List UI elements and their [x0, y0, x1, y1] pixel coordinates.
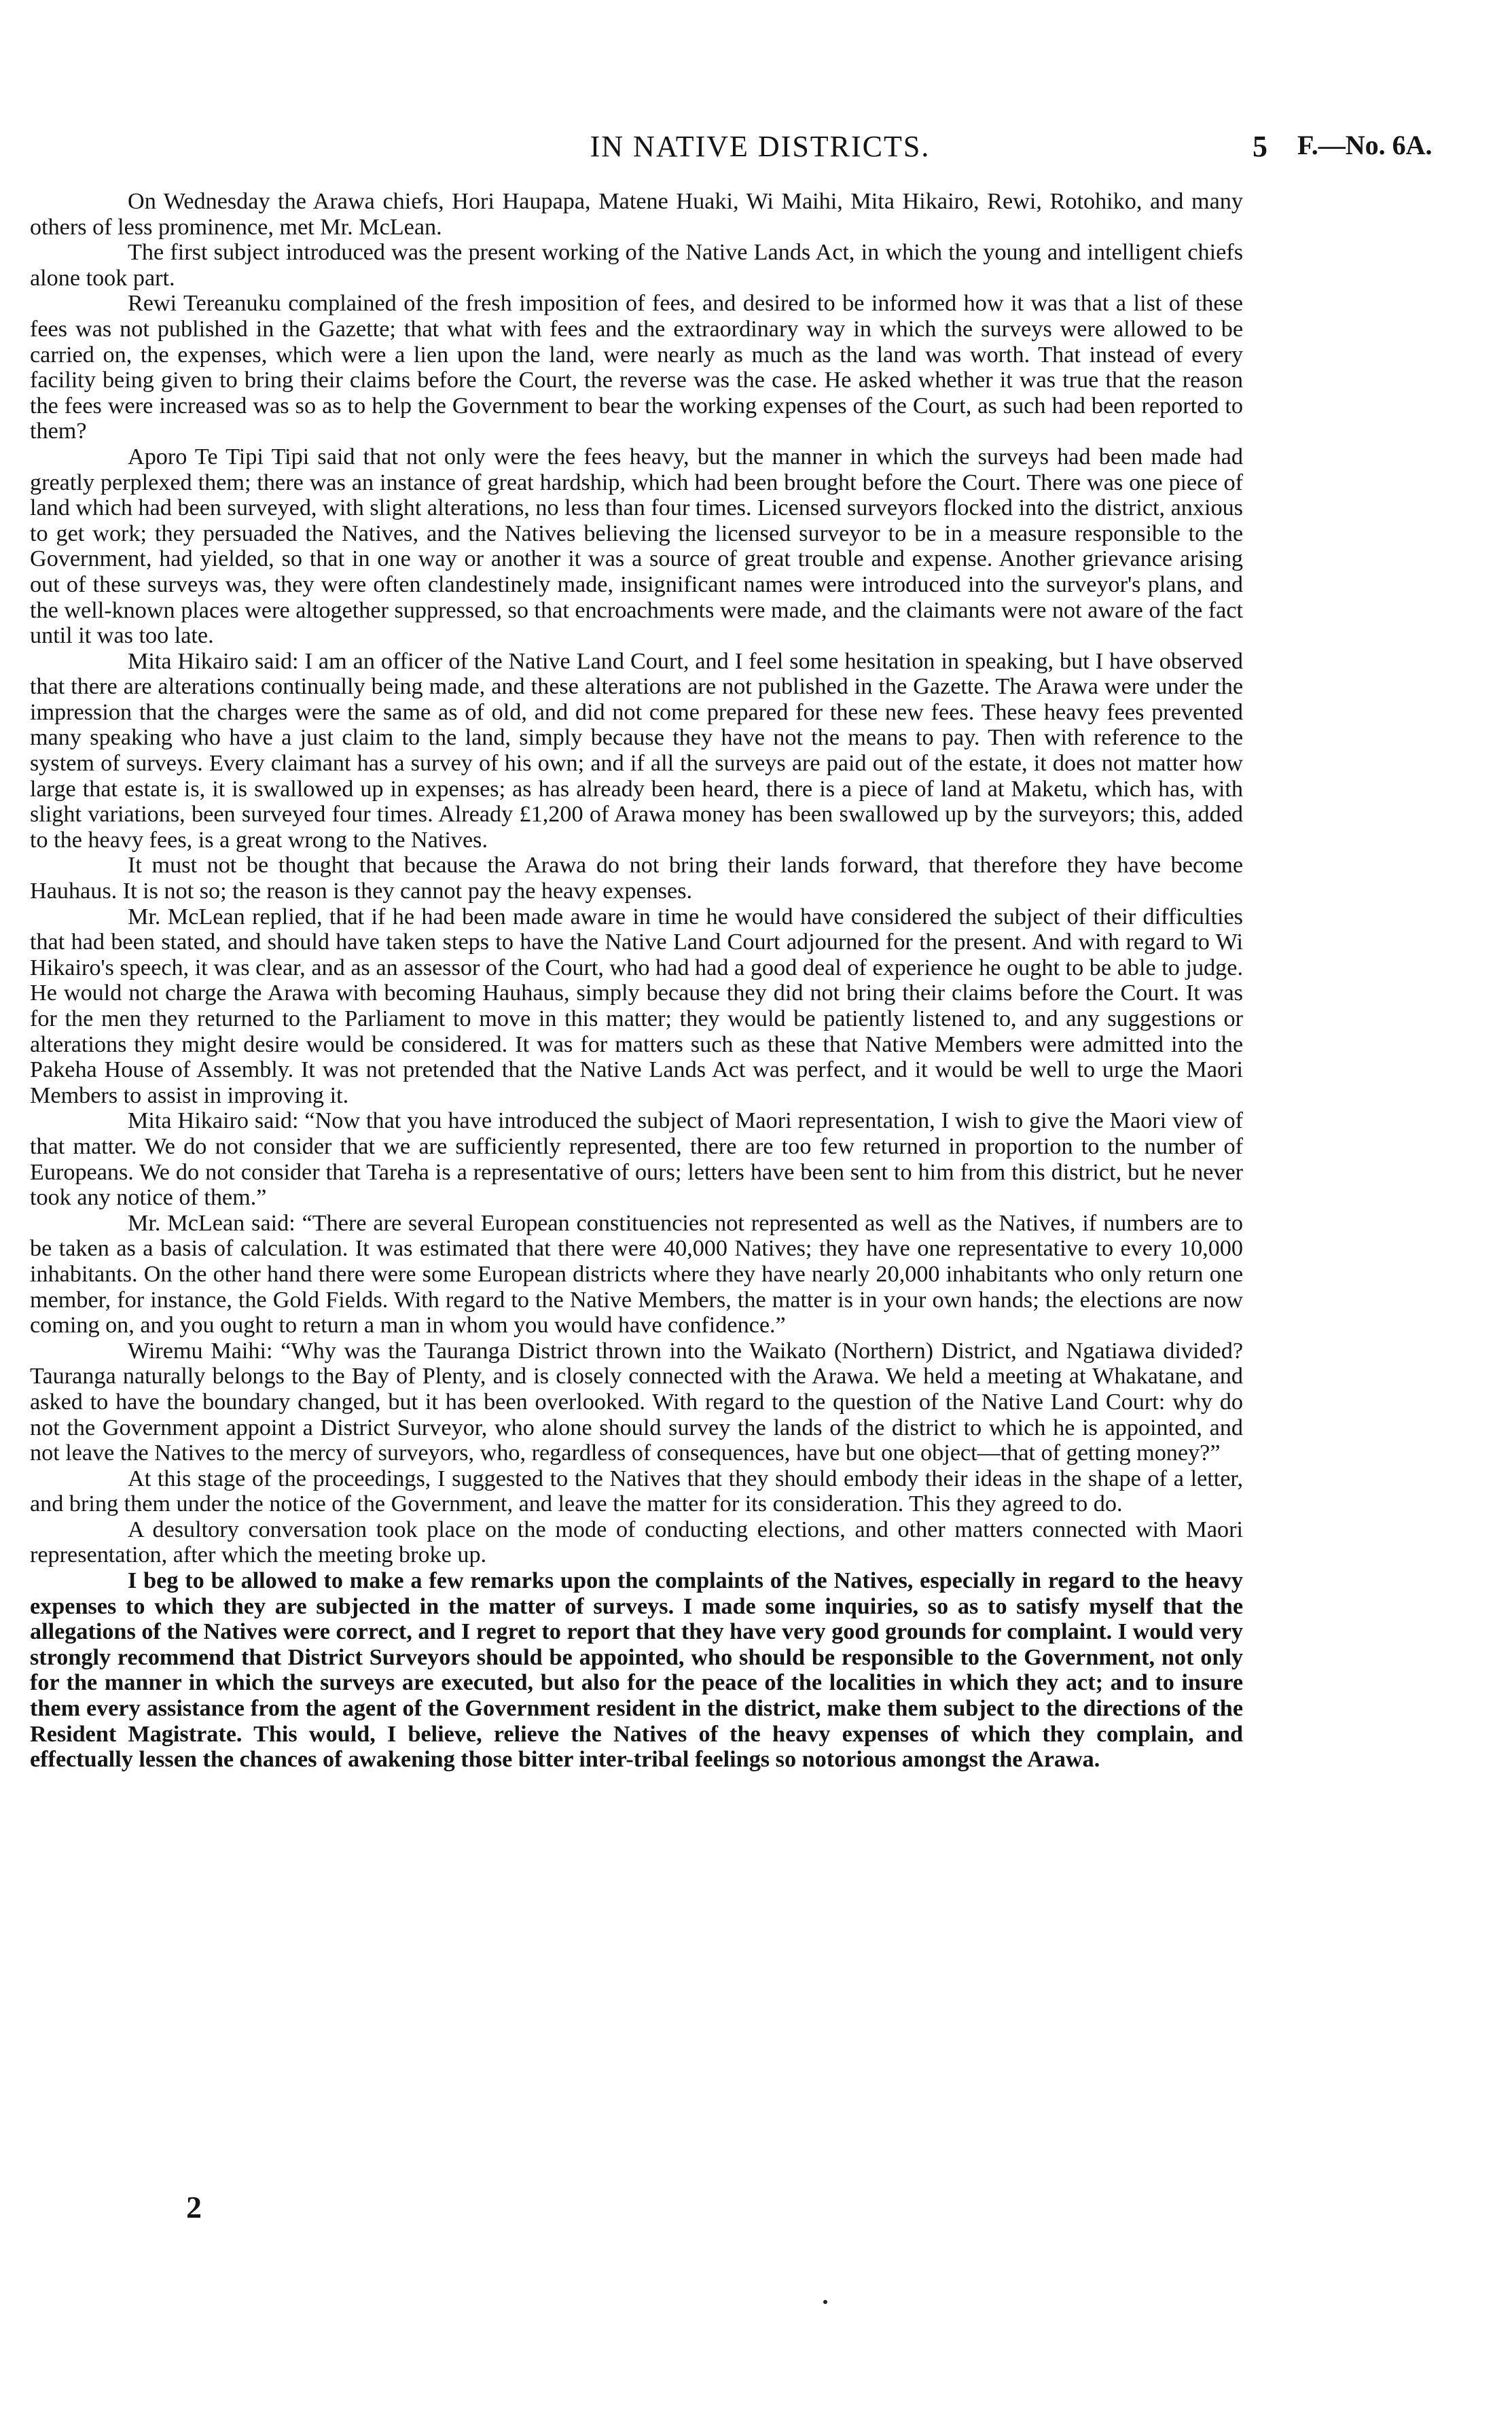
paragraph: On Wednesday the Arawa chiefs, Hori Haupapa, Matene Huaki, Wi Maihi, Mita Hikairo, Rewi, Rotohiko, and many others of less prominence, met Mr. McLean. — [30, 189, 1243, 240]
paragraph: Mr. McLean said: “There are several European constituencies not represented as well as the Natives, if numbers are to be taken as a basis of calculation. It was estimated that there were 40,000 Natives; they have one representative to every 10,000 inhabitants. On the other hand there were some European districts where they have nearly 20,000 inhabitants who only return one member, for instance, the Gold Fields. With regard to the Native Members, the matter is in your own hands; the elections are now coming on, and you ought to return a man in whom you would have confidence.” — [30, 1210, 1243, 1339]
paragraph: Mr. McLean replied, that if he had been made aware in time he would have considered the subject of their difficulties that had been stated, and should have taken steps to have the Native Land Court adjourned for the present. And with regard to Wi Hikairo's speech, it was clear, and as an assessor of the Court, who had had a good deal of experience he ought to be able to judge. He would not charge the Arawa with becoming Hauhaus, simply because they did not bring their claims before the Court. It was for the men they returned to the Parliament to move in this matter; they would be patiently listened to, and any suggestions or alterations they might desire would be considered. It was for matters such as these that Native Members were admitted into the Pakeha House of Assembly. It was not pretended that the Native Lands Act was perfect, and it would be well to urge the Maori Members to assist in improving it. — [30, 904, 1243, 1108]
stray-dot — [823, 2300, 827, 2304]
paragraph: Aporo Te Tipi Tipi said that not only were the fees heavy, but the manner in which the surveys had been made had greatly perplexed them; there was an instance of great hardship, which had been brought before the Court. There was one piece of land which had been surveyed, with slight alterations, no less than four times. Licensed surveyors flocked into the district, anxious to get work; they persuaded the Natives, and the Natives believing the licensed surveyor to be in a measure responsible to the Government, had yielded, so that in one way or another it was a source of great trouble and expense. Another grievance arising out of these surveys was, they were often clandestinely made, insignificant names were introduced into the surveyor's plans, and the well-known places were altogether suppressed, so that encroachments were made, and the claimants were not aware of the fact until it was too late. — [30, 444, 1243, 649]
paragraph: Mita Hikairo said: I am an officer of the Native Land Court, and I feel some hesitation in speaking, but I have observed that there are alterations continually being made, and these alterations are not published in the Gazette. The Arawa were under the impression that the charges were the same as of old, and did not come prepared for these new fees. These heavy fees prevented many speaking who have a just claim to the land, simply because they have not the means to pay. Then with reference to the system of surveys. Every claimant has a survey of his own; and if all the surveys are paid out of the estate, it does not matter how large that estate is, it is swallowed up in expenses; as has already been heard, there is a piece of land at Maketu, which has, with slight variations, been surveyed four times. Already £1,200 of Arawa money has been swallowed up by the surveyors; this, added to the heavy fees, is a great wrong to the Natives. — [30, 648, 1243, 853]
paragraph: A desultory conversation took place on the mode of conducting elections, and other matters connected with Maori representation, after which the meeting broke up. — [30, 1517, 1243, 1568]
body-text — [30, 189, 1243, 1773]
paragraph: Rewi Tereanuku complained of the fresh imposition of fees, and desired to be informed how it was that a list of these fees was not published in the Gazette; that what with fees and the extraordinary way in which the surveys were allowed to be carried on, the expenses, which were a lien upon the land, were nearly as much as the land was worth. That instead of every facility being given to bring their claims before the Court, the reverse was the case. He asked whether it was true that the reason the fees were increased was so as to help the Government to bear the working expenses of the Court, as such had been reported to them? — [30, 291, 1243, 444]
paragraph: The first subject introduced was the present working of the Native Lands Act, in which the young and intelligent chiefs alone took part. — [30, 240, 1243, 291]
page-header — [30, 129, 1490, 170]
signature-mark: 2 — [186, 2190, 202, 2225]
paper-reference: F.—No. 6A. — [1297, 130, 1433, 160]
paragraph: It must not be thought that because the Arawa do not bring their lands forward, that therefore they have become Hauhaus. It is not so; the reason is they cannot pay the heavy expenses. — [30, 853, 1243, 904]
running-title: IN NATIVE DISTRICTS. — [590, 130, 931, 163]
paragraph: Mita Hikairo said: “Now that you have introduced the subject of Maori representation, I wish to give the Maori view of that matter. We do not consider that we are sufficiently represented, there are too few returned in proportion to the number of Europeans. We do not consider that Tareha is a representative of ours; letters have been sent to him from this district, but he never took any notice of them.” — [30, 1108, 1243, 1211]
page-number: 5 — [1253, 130, 1267, 163]
paragraph: At this stage of the proceedings, I suggested to the Natives that they should embody their ideas in the shape of a letter, and bring them under the notice of the Government, and leave the matter for its consideration. This they agreed to do. — [30, 1466, 1243, 1517]
paragraph: I beg to be allowed to make a few remarks upon the complaints of the Natives, especially in regard to the heavy expenses to which they are subjected in the matter of surveys. I made some inquiries, so as to satisfy myself that the allegations of the Natives were correct, and I regret to report that they have very good grounds for complaint. I would very strongly recommend that District Surveyors should be appointed, who should be responsible to the Government, not only for the manner in which the surveys are executed, but also for the peace of the localities in which they act; and to insure them every assistance from the agent of the Government resident in the district, make them subject to the directions of the Resident Magistrate. This would, I believe, relieve the Natives of the heavy expenses of which they complain, and effectually lessen the chances of awakening those bitter inter-tribal feelings so notorious amongst the Arawa. — [30, 1568, 1243, 1773]
paragraph: Wiremu Maihi: “Why was the Tauranga District thrown into the Waikato (Northern) District, and Ngatiawa divided? Tauranga naturally belongs to the Bay of Plenty, and is closely connected with the Arawa. We held a meeting at Whakatane, and asked to have the boundary changed, but it has been overlooked. With regard to the question of the Native Land Court: why do not the Government appoint a District Surveyor, who alone should survey the lands of the district to which he is appointed, and not leave the Natives to the mercy of surveyors, who, regardless of consequences, have but one object—that of getting money?” — [30, 1338, 1243, 1466]
